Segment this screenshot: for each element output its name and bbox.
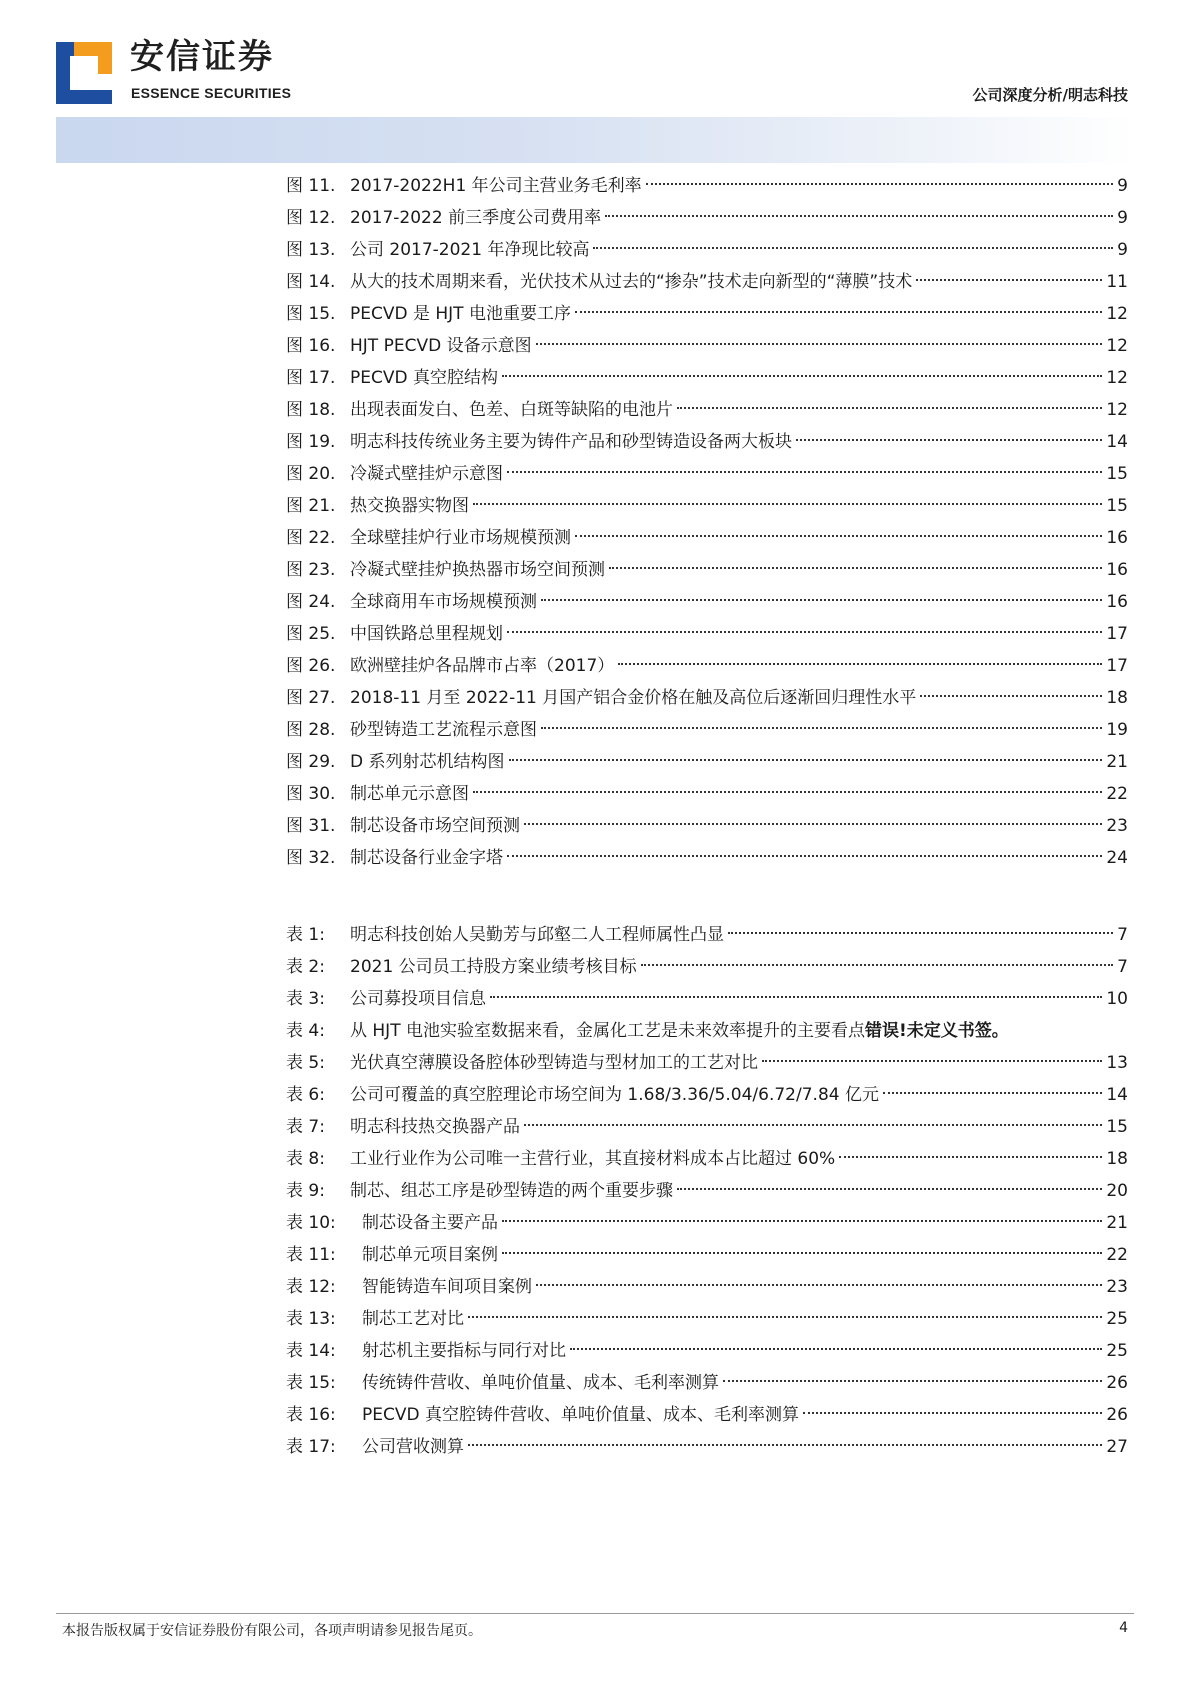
toc-dot-leader [507,855,1102,857]
toc-dot-leader [570,1348,1102,1350]
toc-dot-leader [796,439,1102,441]
toc-dot-leader [502,1220,1102,1222]
toc-entry-title: PECVD 是 HJT 电池重要工序 [350,304,571,324]
toc-dot-leader [536,1284,1102,1286]
toc-entry-label: 表 11: [286,1245,336,1265]
toc-dot-leader [490,996,1102,998]
toc-entry-title: 砂型铸造工艺流程示意图 [350,720,537,740]
toc-dot-leader [723,1380,1102,1382]
toc-entry-label: 图 29. [286,752,336,772]
toc-entry[interactable] [286,1047,1128,1079]
toc-entry-page: 7 [1117,925,1128,945]
toc-entry[interactable] [286,522,1128,554]
toc-entry-page: 12 [1106,304,1128,324]
toc-entry-label: 图 31. [286,816,336,836]
toc-dot-leader [728,932,1113,934]
toc-dot-leader [473,503,1102,505]
toc-entry-label: 表 16: [286,1405,336,1425]
toc-entry-title: 公司 2017-2021 年净现比较高 [350,240,590,260]
toc-entry-page: 9 [1117,240,1128,260]
toc-dot-leader [502,375,1102,377]
toc-entry[interactable] [286,1431,1128,1463]
toc-dot-leader [507,471,1102,473]
toc-entry-page: 12 [1106,400,1128,420]
toc-dot-leader [502,1252,1102,1254]
toc-dot-leader [541,727,1102,729]
toc-entry-label: 图 28. [286,720,336,740]
toc-dot-leader [509,759,1103,761]
toc-entry-page: 18 [1106,1149,1128,1169]
toc-entry-page: 7 [1117,957,1128,977]
figure-list [286,170,1128,874]
toc-entry-page: 11 [1106,272,1128,292]
toc-entry-page: 27 [1106,1437,1128,1457]
toc-entry[interactable] [286,1111,1128,1143]
toc-entry-label: 图 32. [286,848,336,868]
toc-entry-label: 图 14. [286,272,336,292]
toc-entry-page: 16 [1106,592,1128,612]
toc-entry-label: 图 18. [286,400,336,420]
toc-entry-label: 表 13: [286,1309,336,1329]
toc-dot-leader [618,663,1102,665]
toc-entry-label: 表 17: [286,1437,336,1457]
toc-entry[interactable] [286,778,1128,810]
toc-entry-label: 图 22. [286,528,336,548]
toc-entry-page: 22 [1106,1245,1128,1265]
toc-entry-title: 制芯设备主要产品 [362,1213,498,1233]
toc-entry-page: 23 [1106,816,1128,836]
toc-entry-label: 图 13. [286,240,336,260]
toc-entry-label: 表 5: [286,1053,325,1073]
toc-entry[interactable] [286,426,1128,458]
toc-entry-page: 21 [1106,1213,1128,1233]
toc-entry-title: 中国铁路总里程规划 [350,624,503,644]
toc-dot-leader [575,535,1102,537]
toc-entry-label: 表 1: [286,925,325,945]
toc-entry-page: 26 [1106,1373,1128,1393]
toc-entry-page: 17 [1106,656,1128,676]
toc-dot-leader [593,247,1113,249]
toc-entry[interactable] [286,554,1128,586]
toc-entry[interactable] [286,682,1128,714]
toc-entry-title: 公司营收测算 [362,1437,464,1457]
toc-dot-leader [524,823,1102,825]
toc-entry-page: 14 [1106,1085,1128,1105]
toc-entry[interactable] [286,1175,1128,1207]
toc-entry[interactable] [286,202,1128,234]
toc-entry-title: 制芯设备市场空间预测 [350,816,520,836]
toc-entry-title: 射芯机主要指标与同行对比 [362,1341,566,1361]
toc-entry[interactable] [286,1207,1128,1239]
toc-dot-leader [605,215,1113,217]
toc-dot-leader [677,1188,1102,1190]
toc-entry-page: 25 [1106,1309,1128,1329]
page-number: 4 [1119,1620,1128,1636]
toc-entry[interactable] [286,1335,1128,1367]
toc-entry[interactable] [286,810,1128,842]
toc-entry-page: 17 [1106,624,1128,644]
toc-entry-title: HJT PECVD 设备示意图 [350,336,532,356]
toc-entry-page: 20 [1106,1181,1128,1201]
toc-dot-leader [920,695,1102,697]
toc-entry-label: 表 6: [286,1085,325,1105]
toc-entry[interactable] [286,1239,1128,1271]
toc-entry-title: 2018-11 月至 2022-11 月国产铝合金价格在触及高位后逐渐回归理性水平 [350,688,917,708]
toc-entry[interactable] [286,490,1128,522]
toc-entry-title: 冷凝式壁挂炉示意图 [350,464,503,484]
toc-entry[interactable] [286,1271,1128,1303]
toc-entry[interactable] [286,266,1128,298]
toc [286,170,1128,1463]
toc-entry-label: 图 30. [286,784,336,804]
toc-entry-page: 23 [1106,1277,1128,1297]
toc-entry[interactable] [286,298,1128,330]
toc-entry-label: 表 2: [286,957,325,977]
toc-entry[interactable] [286,234,1128,266]
toc-entry-page: 19 [1106,720,1128,740]
table-list [286,919,1128,1463]
toc-entry-label: 图 24. [286,592,336,612]
toc-entry-page: 15 [1106,496,1128,516]
toc-entry[interactable] [286,330,1128,362]
toc-entry[interactable] [286,1303,1128,1335]
toc-entry-title: 明志科技创始人吴勤芳与邱壑二人工程师属性凸显 [350,925,724,945]
toc-dot-leader [524,1124,1102,1126]
toc-entry-title: 智能铸造车间项目案例 [362,1277,532,1297]
essence-logo-icon [56,42,112,104]
toc-entry[interactable] [286,394,1128,426]
toc-entry-page: 10 [1106,989,1128,1009]
toc-entry[interactable] [286,618,1128,650]
toc-entry-label: 图 23. [286,560,336,580]
brand-name-en: ESSENCE SECURITIES [131,85,292,101]
toc-entry[interactable] [286,714,1128,746]
toc-entry-label: 图 17. [286,368,336,388]
toc-entry-page: 25 [1106,1341,1128,1361]
toc-dot-leader [762,1060,1102,1062]
toc-entry-page: 12 [1106,336,1128,356]
toc-entry-title: 2017-2022H1 年公司主营业务毛利率 [350,176,642,196]
toc-dot-leader [916,279,1102,281]
toc-entry-label: 表 9: [286,1181,325,1201]
toc-dot-leader [468,1444,1102,1446]
toc-entry-label: 表 10: [286,1213,336,1233]
toc-entry[interactable] [286,1079,1128,1111]
toc-entry-label: 图 20. [286,464,336,484]
toc-entry-page: 13 [1106,1053,1128,1073]
toc-entry-title: 公司募投项目信息 [350,989,486,1009]
toc-dot-leader [641,964,1114,966]
toc-dot-leader [507,631,1102,633]
toc-entry-title: 公司可覆盖的真空腔理论市场空间为 1.68/3.36/5.04/6.72/7.84 亿元 [350,1085,879,1105]
toc-entry-page: 16 [1106,560,1128,580]
toc-dot-leader [541,599,1102,601]
toc-entry-title: 制芯工艺对比 [362,1309,464,1329]
toc-entry-error[interactable] [286,1015,1128,1047]
toc-entry-label: 图 19. [286,432,336,452]
toc-entry-label: 表 14: [286,1341,336,1361]
toc-entry-label: 图 21. [286,496,336,516]
toc-entry[interactable] [286,983,1128,1015]
toc-entry-label: 表 3: [286,989,325,1009]
toc-entry-page: 24 [1106,848,1128,868]
toc-entry-label: 表 4: [286,1021,325,1041]
toc-entry-label: 表 12: [286,1277,336,1297]
toc-dot-leader [536,343,1103,345]
toc-dot-leader [473,791,1102,793]
toc-entry-title: 制芯单元示意图 [350,784,469,804]
toc-entry[interactable] [286,842,1128,874]
toc-entry-title: 全球商用车市场规模预测 [350,592,537,612]
toc-entry-title: PECVD 真空腔铸件营收、单吨价值量、成本、毛利率测算 [362,1405,799,1425]
header-band [56,117,1134,163]
toc-entry[interactable] [286,951,1128,983]
toc-entry-page: 9 [1117,176,1128,196]
toc-dot-leader [575,311,1102,313]
toc-entry[interactable] [286,650,1128,682]
toc-entry-title: 制芯设备行业金字塔 [350,848,503,868]
toc-entry-title: 传统铸件营收、单吨价值量、成本、毛利率测算 [362,1373,719,1393]
toc-dot-leader [677,407,1102,409]
toc-entry-label: 图 16. [286,336,336,356]
toc-entry-title: D 系列射芯机结构图 [350,752,505,772]
toc-entry-label: 图 15. [286,304,336,324]
toc-entry-label: 表 7: [286,1117,325,1137]
toc-entry-label: 图 12. [286,208,336,228]
toc-entry[interactable] [286,586,1128,618]
toc-entry-title: 冷凝式壁挂炉换热器市场空间预测 [350,560,605,580]
toc-entry-label: 图 26. [286,656,336,676]
toc-entry-title: 光伏真空薄膜设备腔体砂型铸造与型材加工的工艺对比 [350,1053,758,1073]
toc-entry[interactable] [286,362,1128,394]
toc-dot-leader [883,1092,1102,1094]
toc-entry-label: 图 11. [286,176,336,196]
toc-entry-title: 工业行业作为公司唯一主营行业，其直接材料成本占比超过 60% [350,1149,836,1169]
toc-dot-leader [646,183,1114,185]
toc-entry-title: 欧洲壁挂炉各品牌市占率（2017） [350,656,615,676]
toc-entry-page: 26 [1106,1405,1128,1425]
toc-dot-leader [803,1412,1102,1414]
toc-entry-title: 明志科技传统业务主要为铸件产品和砂型铸造设备两大板块 [350,432,792,452]
toc-dot-leader [839,1156,1102,1158]
toc-entry-label: 图 27. [286,688,336,708]
toc-entry-title: 2017-2022 前三季度公司费用率 [350,208,602,228]
toc-entry-title: 热交换器实物图 [350,496,469,516]
toc-entry[interactable] [286,1399,1128,1431]
footer-disclaimer: 本报告版权属于安信证券股份有限公司，各项声明请参见报告尾页。 [62,1623,482,1639]
toc-entry[interactable] [286,170,1128,202]
toc-entry-title: 制芯单元项目案例 [362,1245,498,1265]
toc-entry-title: PECVD 真空腔结构 [350,368,498,388]
toc-dot-leader [468,1316,1102,1318]
toc-entry-label: 表 15: [286,1373,336,1393]
bookmark-error-text: 错误!未定义书签。 [865,1021,1009,1041]
toc-entry-label: 图 25. [286,624,336,644]
toc-entry[interactable] [286,458,1128,490]
toc-entry-page: 15 [1106,464,1128,484]
toc-entry-label: 表 8: [286,1149,325,1169]
toc-entry-page: 18 [1106,688,1128,708]
toc-dot-leader [609,567,1102,569]
toc-entry[interactable] [286,1367,1128,1399]
toc-entry-title: 从大的技术周期来看，光伏技术从过去的“掺杂”技术走向新型的“薄膜”技术 [350,272,913,292]
toc-entry-title: 2021 公司员工持股方案业绩考核目标 [350,957,637,977]
footer-divider [56,1613,1134,1614]
toc-entry-page: 9 [1117,208,1128,228]
toc-entry-page: 22 [1106,784,1128,804]
toc-entry-page: 15 [1106,1117,1128,1137]
brand-name-cn: 安信证券 [130,37,274,77]
report-title: 公司深度分析/明志科技 [972,86,1128,104]
toc-entry-title: 明志科技热交换器产品 [350,1117,520,1137]
toc-entry-title: 制芯、组芯工序是砂型铸造的两个重要步骤 [350,1181,673,1201]
toc-entry[interactable] [286,746,1128,778]
toc-entry-title: 出现表面发白、色差、白斑等缺陷的电池片 [350,400,673,420]
toc-entry-title: 从 HJT 电池实验室数据来看，金属化工艺是未来效率提升的主要看点 [350,1021,865,1041]
toc-entry-page: 21 [1106,752,1128,772]
toc-entry-page: 12 [1106,368,1128,388]
toc-entry[interactable] [286,1143,1128,1175]
toc-entry[interactable] [286,919,1128,951]
toc-entry-title: 全球壁挂炉行业市场规模预测 [350,528,571,548]
toc-entry-page: 16 [1106,528,1128,548]
toc-entry-page: 14 [1106,432,1128,452]
